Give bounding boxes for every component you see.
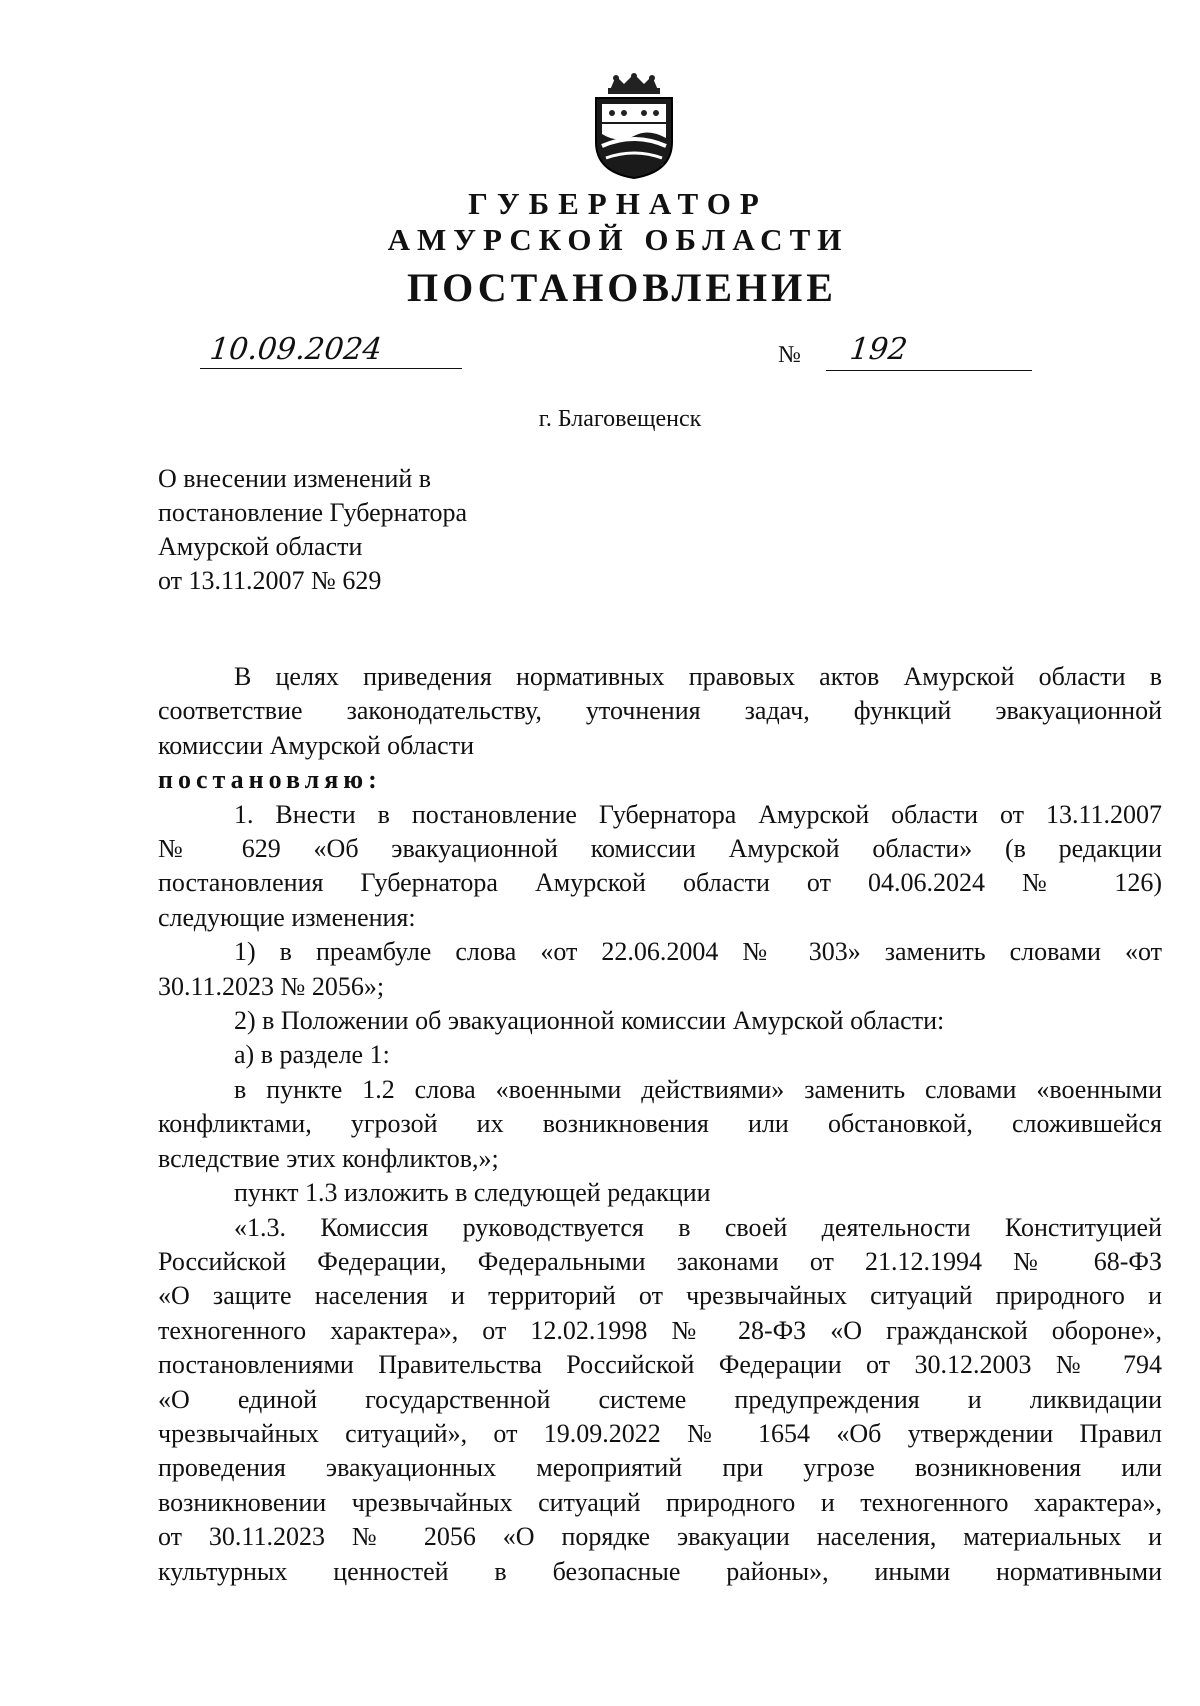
document-body [158,660,1162,1589]
body-line: проведения эвакуационных мероприятий при угрозе возникновения или [158,1453,1162,1483]
coat-of-arms-icon [588,72,680,180]
subject-line: постановление Губернатора [158,498,468,527]
body-line: возникновении чрезвычайных ситуаций природного и техногенного характера», [158,1487,1162,1517]
number-handwritten: 192 [848,332,910,367]
body-line: в пункте 1.2 слова «военными действиями» заменить словами «военными [234,1074,1162,1104]
body-line: конфликтами, угрозой их возникновения или обстановкой, сложившейся [158,1109,1162,1139]
date-underline [200,368,462,369]
city-label: г. Благовещенск [538,406,702,432]
body-line: «О единой государственной системе предупреждения и ликвидации [158,1384,1162,1414]
preamble-line: соответствие законодательству, уточнения задач, функций эвакуационной [158,696,1162,726]
subject-line: от 13.11.2007 № 629 [158,566,382,595]
document-type-title: ПОСТАНОВЛЕНИЕ [407,265,837,310]
body-line: «О защите населения и территорий от чрезвычайных ситуаций природного и [158,1281,1162,1311]
subject-line: Амурской области [158,532,363,561]
body-line: культурных ценностей в безопасные районы», иными нормативными [158,1556,1162,1586]
body-line: следующие изменения: [158,902,416,932]
body-line: от 30.11.2023 № 2056 «О порядке эвакуации населения, материальных и [158,1522,1162,1552]
number-sign: № [778,342,801,368]
body-line: вследствие этих конфликтов,»; [158,1143,499,1173]
body-line: а) в разделе 1: [234,1040,390,1070]
body-line: 30.11.2023 № 2056»; [158,971,385,1001]
decree-word: постановляю: [158,765,382,795]
subject-block [158,462,467,598]
preamble-line: В целях приведения нормативных правовых актов Амурской области в [234,662,1162,691]
preamble-line: комиссии Амурской области [158,730,474,760]
body-line: постановлениями Правительства Российской Федерации от 30.12.2003 № 794 [158,1350,1162,1380]
body-line: 1) в преамбуле слова «от 22.06.2004 № 303» заменить словами «от [234,937,1162,967]
body-line: 1. Внести в постановление Губернатора Амурской области от 13.11.2007 [234,799,1162,829]
body-line: Российской Федерации, Федеральными законами от 21.12.1994 № 68-ФЗ [158,1246,1162,1276]
issuer-title-line2: АМУРСКОЙ ОБЛАСТИ [387,222,849,257]
body-line: постановления Губернатора Амурской области от 04.06.2024 № 126) [158,868,1162,898]
number-underline [826,370,1032,371]
body-line: «1.3. Комиссия руководствуется в своей деятельности Конституцией [234,1212,1162,1242]
body-line: чрезвычайных ситуаций», от 19.09.2022 № 1654 «Об утверждении Правил [158,1418,1162,1448]
body-line: пункт 1.3 изложить в следующей редакции [234,1178,711,1208]
date-handwritten: 10.09.2024 [208,332,384,367]
issuer-title-line1: ГУБЕРНАТОР [468,186,768,221]
subject-line: О внесении изменений в [158,464,432,493]
body-line: 2) в Положении об эвакуационной комиссии Амурской области: [234,1006,945,1036]
body-line: № 629 «Об эвакуационной комиссии Амурской области» (в редакции [158,834,1162,864]
body-line: техногенного характера», от 12.02.1998 № 28-ФЗ «О гражданской обороне», [158,1315,1162,1345]
